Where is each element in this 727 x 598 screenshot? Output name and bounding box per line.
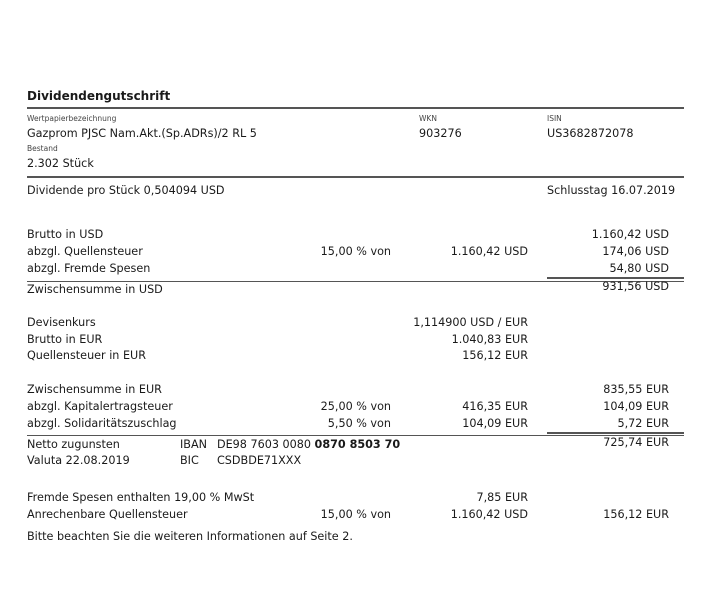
kapitalertragsteuer-rate: 25,00 % von — [320, 400, 391, 413]
security-name-label: Wertpapierbezeichnung — [27, 114, 117, 123]
soli-base: 104,09 EUR — [462, 417, 528, 430]
iban-part-b: 0870 8503 70 — [314, 438, 401, 451]
anrechenbare-qs-label: Anrechenbare Quellensteuer — [27, 508, 188, 521]
bic-value: CSDBDE71XXX — [217, 454, 302, 467]
fremde-spesen-label: abzgl. Fremde Spesen — [27, 262, 151, 275]
anrechenbare-qs-base: 1.160,42 USD — [450, 508, 528, 521]
zwischensumme-eur-label: Zwischensumme in EUR — [27, 383, 162, 396]
soli-rate: 5,50 % von — [327, 417, 391, 430]
isin-label: ISIN — [547, 114, 562, 123]
brutto-usd-label: Brutto in USD — [27, 228, 104, 241]
bestand-value: 2.302 Stück — [27, 157, 94, 170]
kapitalertragsteuer-base: 416,35 EUR — [462, 400, 528, 413]
zwischensumme-usd-amount: 931,56 USD — [602, 280, 669, 293]
footer-note: Bitte beachten Sie die weiteren Informationen auf Seite 2. — [27, 530, 353, 543]
iban-value — [217, 438, 400, 451]
isin-value: US3682872078 — [547, 127, 634, 140]
kapitalertragsteuer-amount: 104,09 EUR — [603, 400, 669, 413]
quellensteuer-label: abzgl. Quellensteuer — [27, 245, 143, 258]
anrechenbare-qs-amount: 156,12 EUR — [603, 508, 669, 521]
brutto-usd-amount: 1.160,42 USD — [591, 228, 669, 241]
iban-part-a: DE98 7603 0080 — [217, 438, 311, 451]
wkn-label: WKN — [419, 114, 437, 123]
zwischensumme-eur-amount: 835,55 EUR — [603, 383, 669, 396]
fremde-spesen-amount: 54,80 USD — [609, 262, 669, 275]
header-divider — [27, 176, 684, 178]
fremde-spesen-mwst-value: 7,85 EUR — [476, 491, 528, 504]
quellensteuer-amount: 174,06 USD — [602, 245, 669, 258]
bic-label: BIC — [180, 454, 199, 467]
document-title: Dividendengutschrift — [27, 89, 171, 103]
brutto-eur-label: Brutto in EUR — [27, 333, 103, 346]
kapitalertragsteuer-label: abzgl. Kapitalertragsteuer — [27, 400, 173, 413]
schlusstag: Schlusstag 16.07.2019 — [547, 184, 676, 197]
wkn-value: 903276 — [419, 127, 462, 140]
anrechenbare-qs-rate: 15,00 % von — [320, 508, 391, 521]
quellensteuer-eur-value: 156,12 EUR — [462, 349, 528, 362]
valuta: Valuta 22.08.2019 — [27, 454, 130, 467]
quellensteuer-rate: 15,00 % von — [320, 245, 391, 258]
quellensteuer-base: 1.160,42 USD — [450, 245, 528, 258]
eur-sum-line — [547, 432, 684, 434]
quellensteuer-eur-label: Quellensteuer in EUR — [27, 349, 146, 362]
brutto-eur-value: 1.040,83 EUR — [451, 333, 528, 346]
devisenkurs-label: Devisenkurs — [27, 316, 96, 329]
bestand-label: Bestand — [27, 144, 58, 153]
title-divider — [27, 107, 684, 109]
netto-label: Netto zugunsten — [27, 438, 120, 451]
soli-label: abzgl. Solidaritätszuschlag — [27, 417, 177, 430]
security-name: Gazprom PJSC Nam.Akt.(Sp.ADRs)/2 RL 5 — [27, 127, 257, 140]
devisenkurs-value: 1,114900 USD / EUR — [413, 316, 528, 329]
iban-label: IBAN — [180, 438, 207, 451]
zwischensumme-usd-label: Zwischensumme in USD — [27, 283, 163, 296]
dividend-per-share: Dividende pro Stück 0,504094 USD — [27, 184, 225, 197]
soli-amount: 5,72 EUR — [617, 417, 669, 430]
fremde-spesen-mwst-label: Fremde Spesen enthalten 19,00 % MwSt — [27, 491, 255, 504]
netto-amount: 725,74 EUR — [603, 436, 669, 449]
usd-sum-line — [547, 277, 684, 279]
